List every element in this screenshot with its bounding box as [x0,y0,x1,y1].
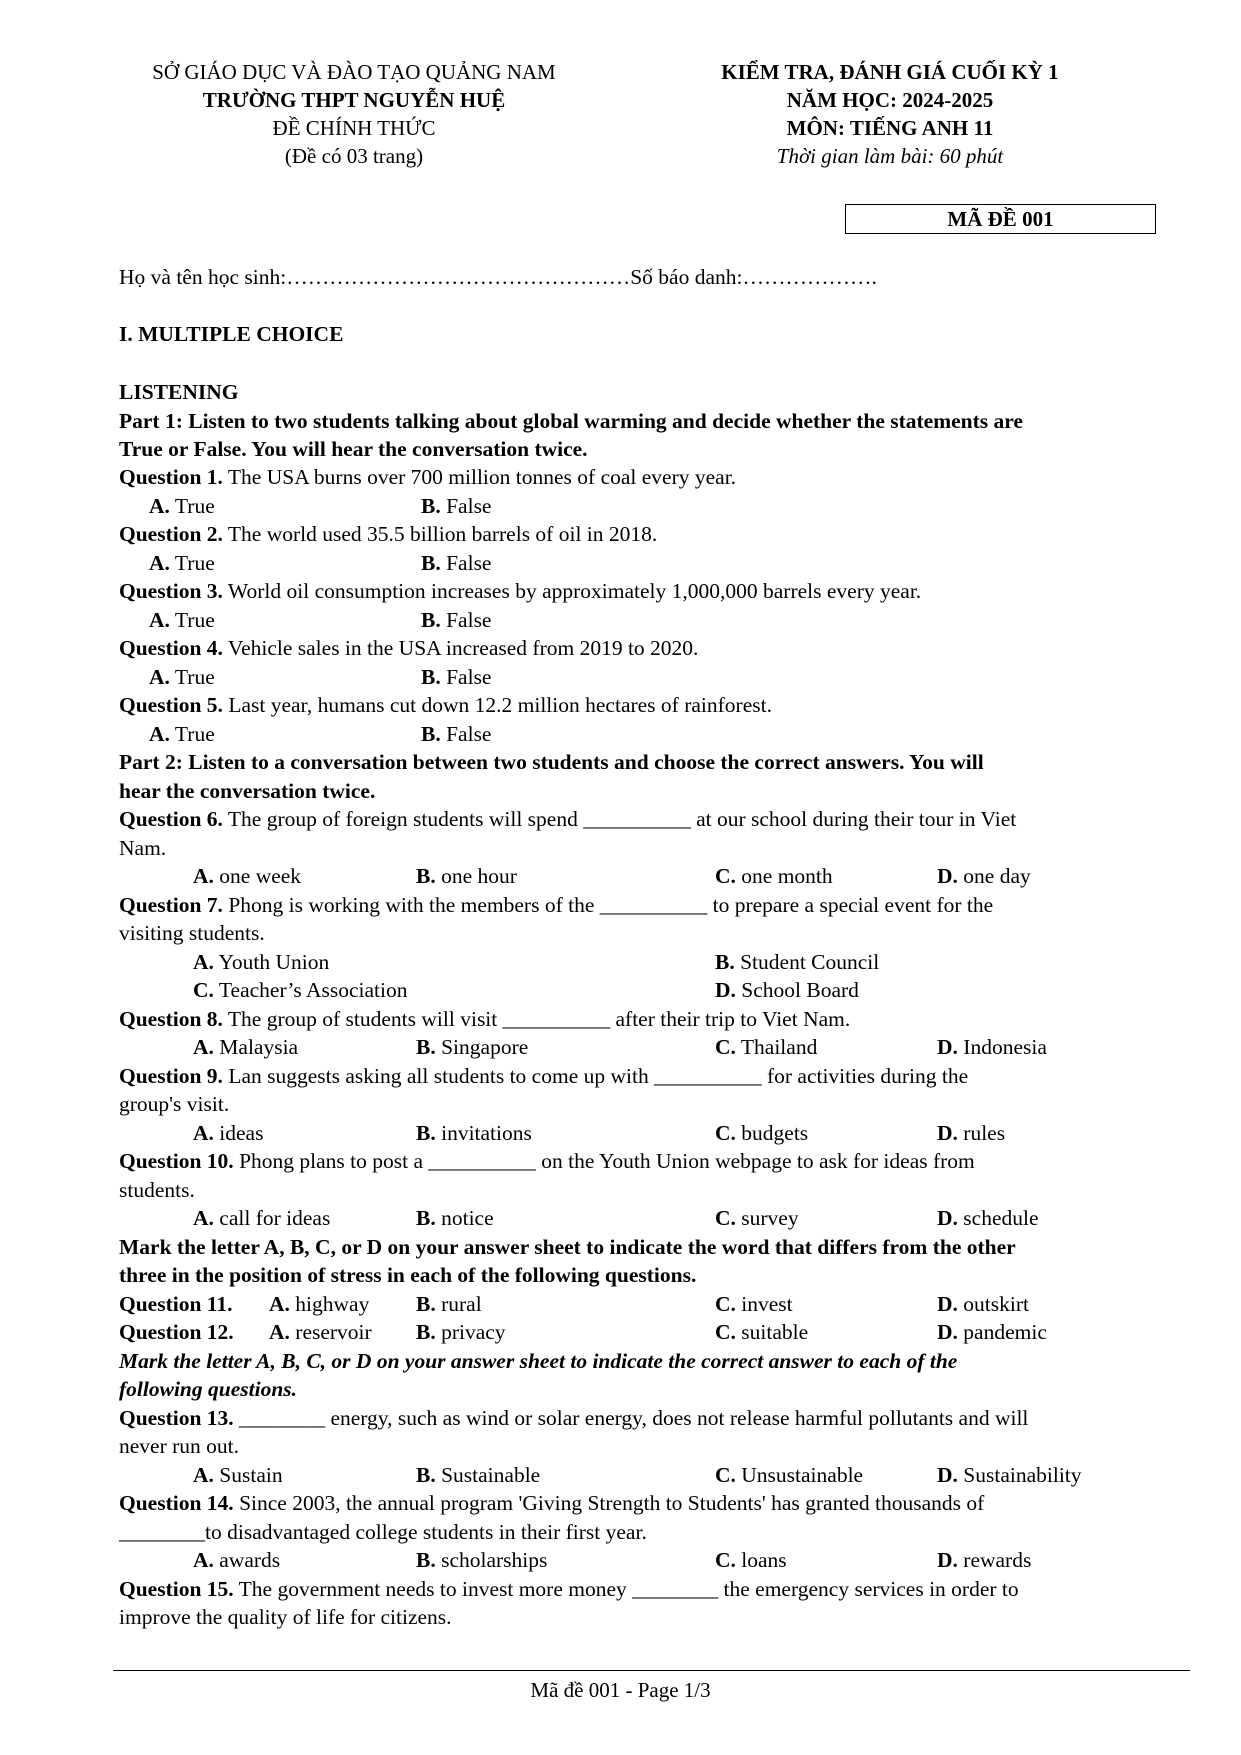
page-footer: Mã đề 001 - Page 1/3 [530,1678,711,1702]
correct-instruction-line2: following questions. [119,1377,298,1401]
time-limit: Thời gian làm bài: 60 phút [776,144,1004,168]
question-7-cont: visiting students. [119,921,265,945]
option-a: A. highway [269,1292,370,1316]
question-text: Lan suggests asking all students to come up with __________ for activities during the [222,1064,969,1088]
question-9-cont: group's visit. [119,1092,230,1116]
question-text: Phong is working with the members of the __________ to prepare a special event for the [222,893,994,917]
option-a: A. Sustain [193,1463,283,1487]
option-d: D. schedule [937,1206,1039,1230]
option-d: D. Indonesia [937,1035,1047,1059]
question-8 [119,1005,850,1033]
option-a: A. call for ideas [193,1206,331,1230]
question-7 [119,891,993,919]
header-left [104,58,604,170]
question-3 [119,577,921,605]
question-number: Question 2. [119,522,223,546]
option-c: C. suitable [715,1320,809,1344]
part2-instruction-line1: Part 2: Listen to a conversation between two students and choose the correct answers. You will [119,750,984,774]
school-year: NĂM HỌC: 2024-2025 [786,88,994,112]
question-2 [119,520,657,548]
option-b: B. False [421,551,492,575]
correct-instruction-line1: Mark the letter A, B, C, or D on your answer sheet to indicate the correct answer to each of the [119,1349,958,1373]
question-15 [119,1575,1019,1603]
question-5 [119,691,772,719]
question-number: Question 6. [119,807,223,831]
option-a: A. True [149,665,215,689]
question-number: Question 13. [119,1406,234,1430]
question-10-cont: students. [119,1178,195,1202]
exam-title: KIỂM TRA, ĐÁNH GIÁ CUỐI KỲ 1 [721,60,1059,84]
option-a: A. awards [193,1548,281,1572]
footer-divider [113,1670,1190,1671]
option-a: A. Youth Union [193,950,330,974]
option-a: A. True [149,722,215,746]
option-c: C. Teacher’s Association [193,978,408,1002]
question-text: Phong plans to post a __________ on the Youth Union webpage to ask for ideas from [233,1149,975,1173]
option-b: B. notice [416,1206,494,1230]
option-b: B. False [421,722,492,746]
question-14 [119,1489,984,1517]
question-12: Question 12. [119,1320,234,1344]
option-d: D. School Board [715,978,859,1002]
question-text: Since 2003, the annual program 'Giving Strength to Students' has granted thousands of [233,1491,985,1515]
option-a: A. True [149,608,215,632]
option-a: A. reservoir [269,1320,372,1344]
official-label: ĐỀ CHÍNH THỨC [272,116,436,140]
question-text: The group of students will visit __________ after their trip to Viet Nam. [222,1007,851,1031]
question-text: Last year, humans cut down 12.2 million hectares of rainforest. [222,693,772,717]
question-text: World oil consumption increases by approximately 1,000,000 barrels every year. [222,579,922,603]
question-6 [119,805,1016,833]
exam-code-box: MÃ ĐỀ 001 [845,204,1156,234]
question-15-cont: improve the quality of life for citizens. [119,1605,452,1629]
option-a: A. Malaysia [193,1035,299,1059]
option-d: D. one day [937,864,1031,888]
option-d: D. outskirt [937,1292,1029,1316]
question-number: Question 14. [119,1491,234,1515]
page-count: (Đề có 03 trang) [284,144,424,168]
question-1 [119,463,736,491]
section-title: I. MULTIPLE CHOICE [119,322,344,346]
option-c: C. budgets [715,1121,809,1145]
option-a: A. True [149,494,215,518]
option-c: C. loans [715,1548,787,1572]
question-number: Question 1. [119,465,223,489]
stress-instruction-line2: three in the position of stress in each of the following questions. [119,1263,697,1287]
option-a: A. True [149,551,215,575]
question-number: Question 5. [119,693,223,717]
option-b: B. one hour [416,864,517,888]
question-9 [119,1062,968,1090]
option-d: D. Sustainability [937,1463,1082,1487]
question-number: Question 10. [119,1149,234,1173]
option-c: C. survey [715,1206,799,1230]
subject: MÔN: TIẾNG ANH 11 [786,116,994,140]
option-b: B. Sustainable [416,1463,541,1487]
question-text: The government needs to invest more money ________ the emergency services in order to [233,1577,1019,1601]
listening-title: LISTENING [119,380,239,404]
question-10 [119,1147,975,1175]
question-text: The USA burns over 700 million tonnes of coal every year. [222,465,737,489]
option-b: B. privacy [416,1320,506,1344]
option-b: B. invitations [416,1121,532,1145]
option-c: C. Unsustainable [715,1463,864,1487]
option-b: B. False [421,665,492,689]
option-b: B. rural [416,1292,482,1316]
question-number: Question 8. [119,1007,223,1031]
question-number: Question 3. [119,579,223,603]
option-b: B. False [421,494,492,518]
header-right [640,58,1140,170]
question-14-cont: ________to disadvantaged college students in their first year. [119,1520,647,1544]
option-d: D. rewards [937,1548,1032,1572]
option-a: A. one week [193,864,302,888]
question-4 [119,634,698,662]
question-6-cont: Nam. [119,836,167,860]
student-info-line: Họ và tên học sinh:…………………………………………Số báo danh:………………. [119,265,877,289]
option-b: B. Student Council [715,950,880,974]
question-13 [119,1404,1028,1432]
part2-instruction-line2: hear the conversation twice. [119,779,376,803]
part1-instruction-line1: Part 1: Listen to two students talking about global warming and decide whether the statements are [119,409,1023,433]
option-a: A. ideas [193,1121,264,1145]
school-name: TRƯỜNG THPT NGUYỄN HUỆ [202,88,506,112]
question-13-cont: never run out. [119,1434,240,1458]
option-d: D. rules [937,1121,1006,1145]
question-number: Question 4. [119,636,223,660]
question-text: ________ energy, such as wind or solar energy, does not release harmful pollutants and will [233,1406,1029,1430]
option-b: B. Singapore [416,1035,529,1059]
option-c: C. Thailand [715,1035,818,1059]
question-number: Question 9. [119,1064,223,1088]
question-text: The group of foreign students will spend __________ at our school during their tour in Viet [222,807,1017,831]
option-b: B. False [421,608,492,632]
stress-instruction-line1: Mark the letter A, B, C, or D on your answer sheet to indicate the word that differs from the other [119,1235,1016,1259]
question-number: Question 15. [119,1577,234,1601]
option-b: B. scholarships [416,1548,548,1572]
option-c: C. invest [715,1292,793,1316]
option-c: C. one month [715,864,833,888]
option-d: D. pandemic [937,1320,1047,1344]
part1-instruction-line2: True or False. You will hear the conversation twice. [119,437,588,461]
question-number: Question 7. [119,893,223,917]
question-text: Vehicle sales in the USA increased from 2019 to 2020. [222,636,699,660]
question-11: Question 11. [119,1292,233,1316]
question-text: The world used 35.5 billion barrels of oil in 2018. [222,522,658,546]
department-name: SỞ GIÁO DỤC VÀ ĐÀO TẠO QUẢNG NAM [152,60,556,84]
